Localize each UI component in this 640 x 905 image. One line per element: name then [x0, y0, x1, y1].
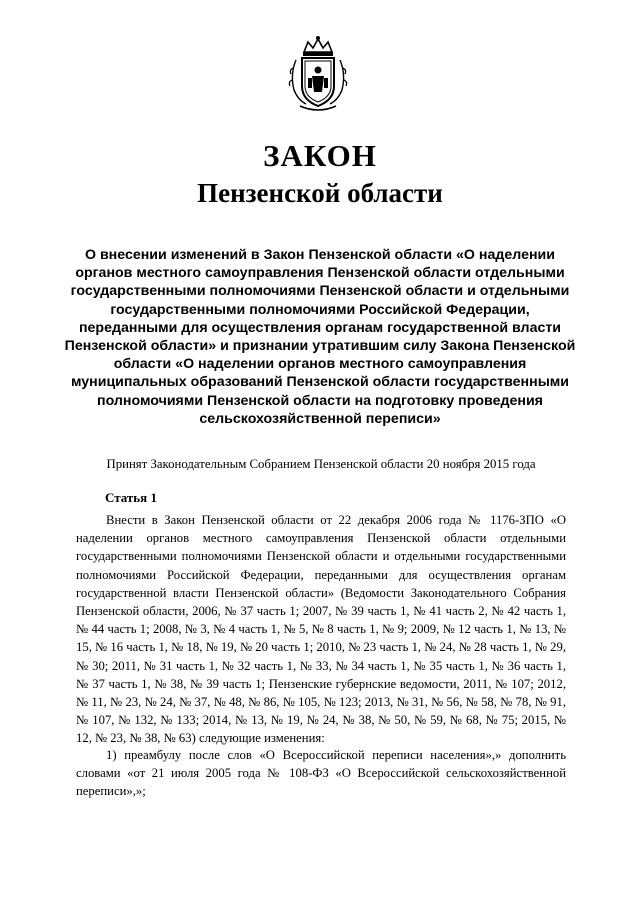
- law-subject: О внесении изменений в Закон Пензенской области «О наделении органов местного самоуправления Пензенской области отдельными государственными полномочиями Пензенской области и отдельными государственными полномочиями Российской Федерации, переданными для осуществления органам государственной власти Пензенской области» и признании утратившим силу Закона Пензенской области «О наделении органов местного самоуправления муниципальных образований Пензенской области государственными полномочиями Пензенской области на подготовку проведения сельскохозяйственной переписи»: [64, 247, 576, 427]
- amendment-item-1: 1) преамбулу после слов «О Всероссийской переписи населения»,» дополнить словами «от 21 июля 2005 года № 108-ФЗ «О Всероссийской сельскохозяйственной переписи»,»;: [76, 748, 566, 799]
- article-heading: Статья 1: [105, 490, 157, 505]
- coat-of-arms-icon: [286, 34, 350, 114]
- adoption-date-line: Принят Законодательным Собранием Пензенской области 20 ноября 2015 года: [106, 457, 536, 471]
- law-title: ЗАКОН: [263, 138, 377, 173]
- article-body: Внести в Закон Пензенской области от 22 декабря 2006 года № 1176-ЗПО «О наделении органов местного самоуправления Пензенской области отдельными государственными полномочиями Пензенской области и отдельными государственными полномочиями Российской Федерации, переданными для осуществления органам государственной власти Пензенской области» (Ведомости Законодательного Собрания Пензенской области, 2006, № 37 часть 1; 2007, № 39 часть 1, № 41 часть 2, № 42 часть 1, № 44 часть 1; 2008, № 3, № 4 часть 1, № 5, № 8 часть 1, № 9; 2009, № 12 часть 1, № 13, № 15, № 16 часть 1, № 18, № 19, № 20 часть 1; 2010, № 23 часть 1, № 24, № 28 часть 1, № 29, № 30; 2011, № 31 часть 1, № 32 часть 1, № 33, № 34 часть 1, № 35 часть 1, № 36 часть 1, № 37 часть 1, № 38, № 39 часть 1; Пензенские губернские ведомости, 2011, № 107; 2012, № 11, № 23, № 24, № 37, № 48, № 86, № 105, № 123; 2013, № 31, № 56, № 58, № 78, № 91, № 107, № 132, № 133; 2014, № 13, № 19, № 24, № 38, № 50, № 59, № 68, № 75; 2015, № 12, № 23, № 38, № 63) следующие изменения:: [76, 513, 566, 746]
- law-region: Пензенской области: [197, 178, 443, 208]
